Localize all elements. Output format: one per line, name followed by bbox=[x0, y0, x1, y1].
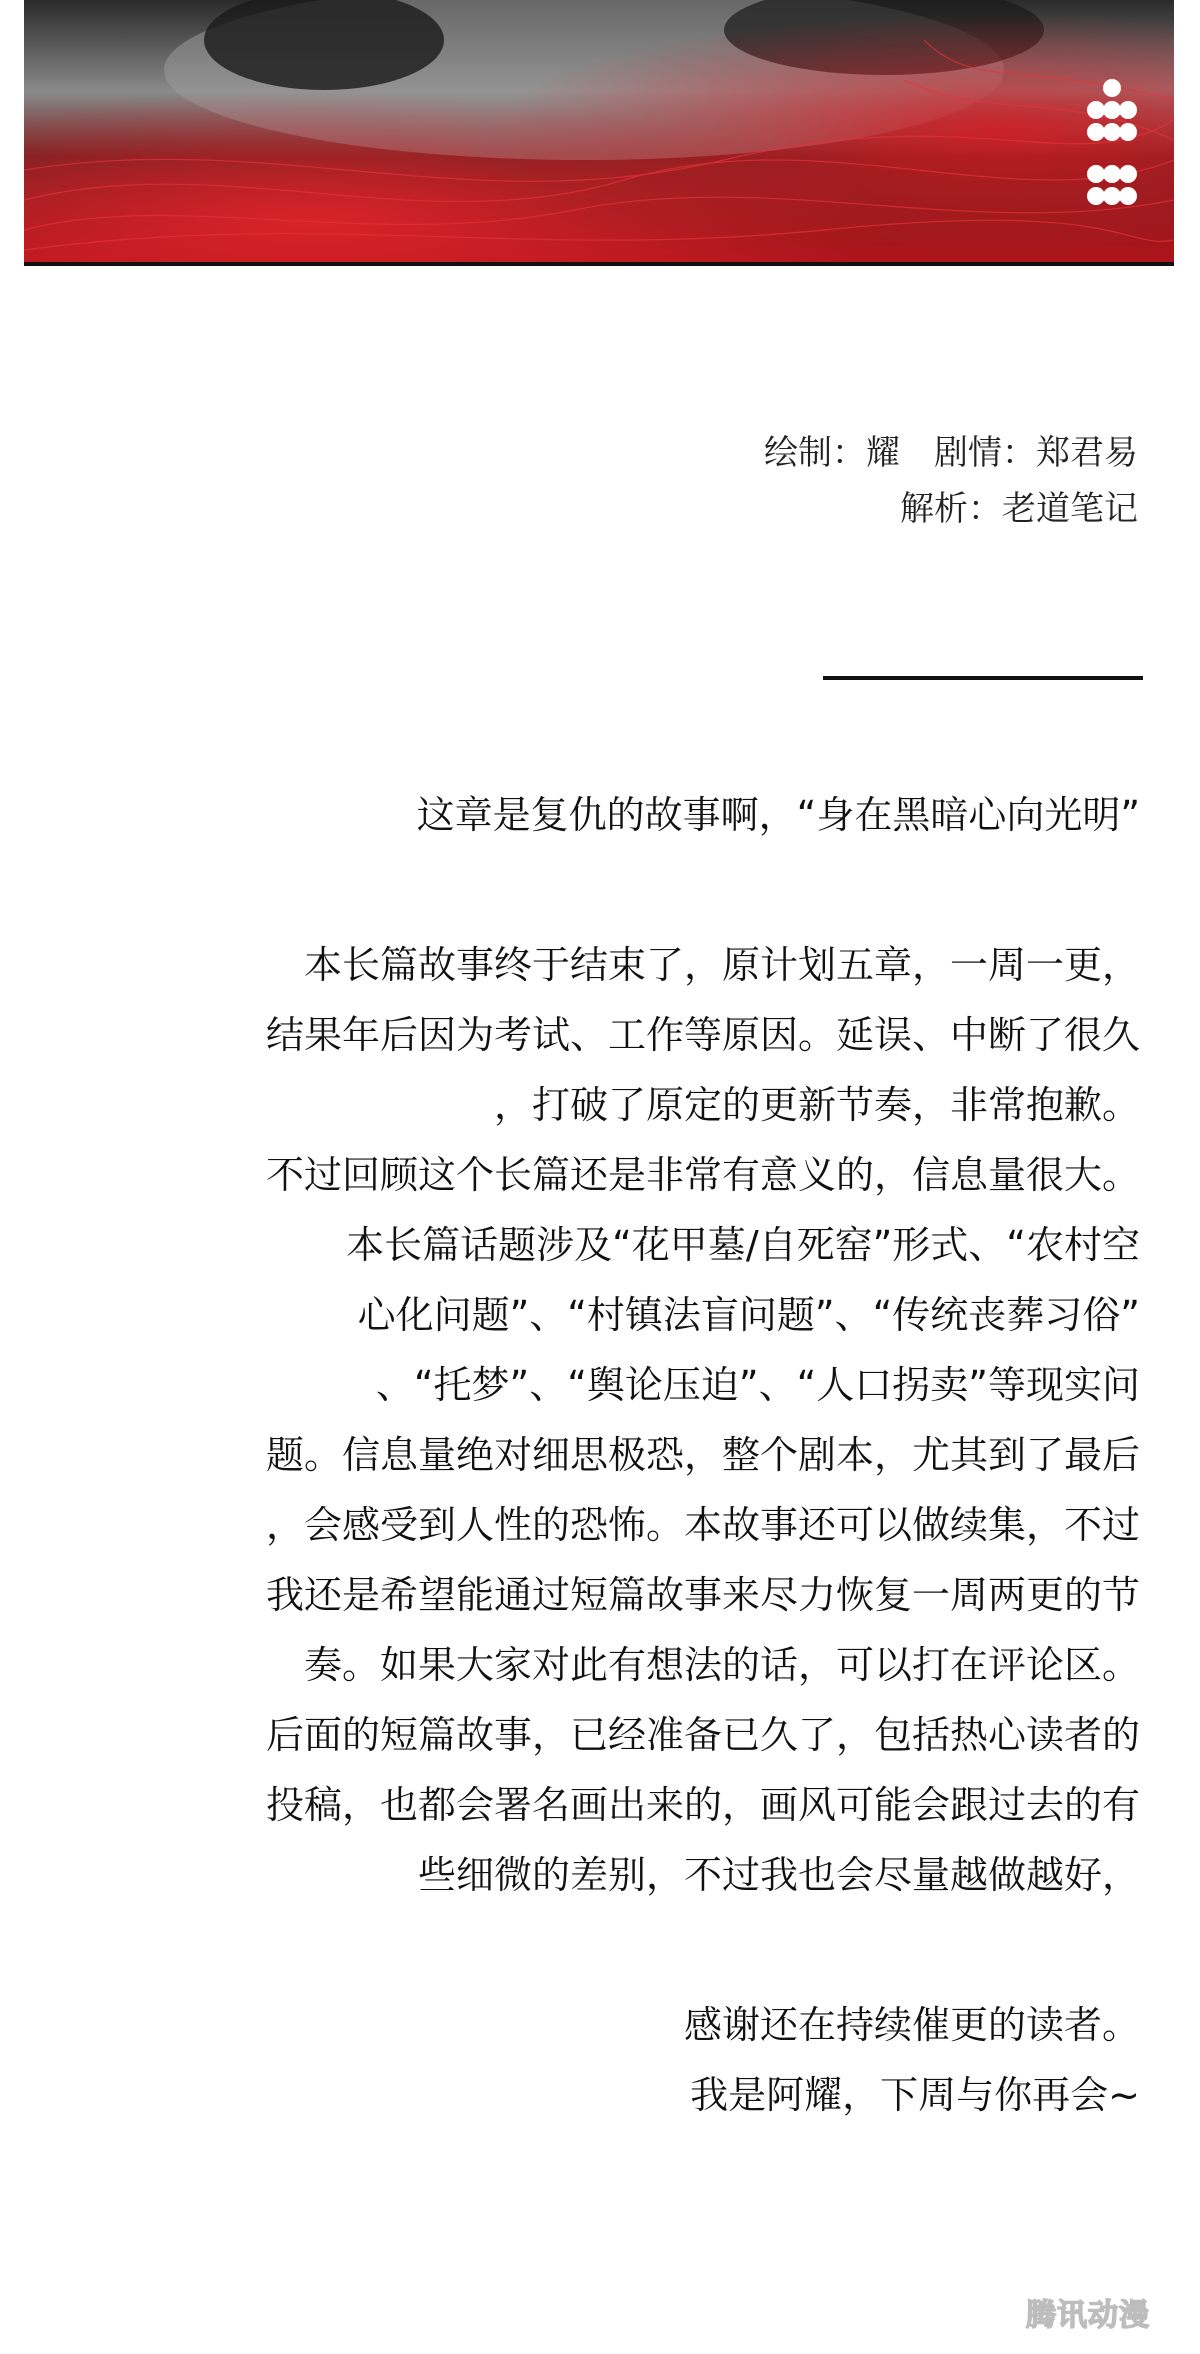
credits bbox=[764, 425, 1138, 537]
intro-text: 这章是复仇的故事啊，“身在黑暗心向光明” bbox=[416, 793, 1140, 837]
body-line: 题。信息量绝对细思极恐，整个剧本，尤其到了最后 bbox=[265, 1433, 1140, 1477]
body-line: 投稿，也都会署名画出来的，画风可能会跟过去的有 bbox=[265, 1783, 1140, 1827]
body-line: ，打破了原定的更新节奏，非常抱歉。 bbox=[493, 1083, 1140, 1127]
credits-line-analysis: 解析：老道笔记 bbox=[900, 489, 1138, 529]
body-line: 我还是希望能通过短篇故事来尽力恢复一周两更的节 bbox=[265, 1573, 1140, 1617]
body-line: 后面的短篇故事，已经准备已久了，包括热心读者的 bbox=[265, 1713, 1140, 1757]
body-line: ，会感受到人性的恐怖。本故事还可以做续集，不过 bbox=[265, 1503, 1140, 1547]
body-line: 本长篇话题涉及“花甲墓/自死窑”形式、“农村空 bbox=[346, 1223, 1140, 1267]
body-line: 本长篇故事终于结束了，原计划五章，一周一更， bbox=[303, 943, 1140, 987]
header-artwork bbox=[24, 0, 1174, 266]
body-line: 结果年后因为考试、工作等原因。延误、中断了很久 bbox=[265, 1013, 1140, 1057]
body-line: 心化问题”、“村镇法盲问题”、“传统丧葬习俗” bbox=[357, 1293, 1140, 1337]
divider-line bbox=[823, 676, 1143, 680]
body-line: 些细微的差别，不过我也会尽量越做越好， bbox=[417, 1853, 1140, 1897]
closing-thanks: 感谢还在持续催更的读者。 bbox=[683, 2003, 1140, 2047]
artwork-illustration bbox=[24, 0, 1174, 262]
body-line: 、“托梦”、“舆论压迫”、“人口拐卖”等现实问 bbox=[375, 1363, 1140, 1407]
closing-signoff: 我是阿耀，下周与你再会~ bbox=[690, 2073, 1140, 2117]
credits-line-artist-writer: 绘制：耀 剧情：郑君易 bbox=[764, 433, 1138, 473]
body-line: 奏。如果大家对此有想法的话，可以打在评论区。 bbox=[303, 1643, 1140, 1687]
watermark-logo: 腾讯动漫 bbox=[1026, 2298, 1150, 2333]
body-line: 不过回顾这个长篇还是非常有意义的，信息量很大。 bbox=[265, 1153, 1140, 1197]
